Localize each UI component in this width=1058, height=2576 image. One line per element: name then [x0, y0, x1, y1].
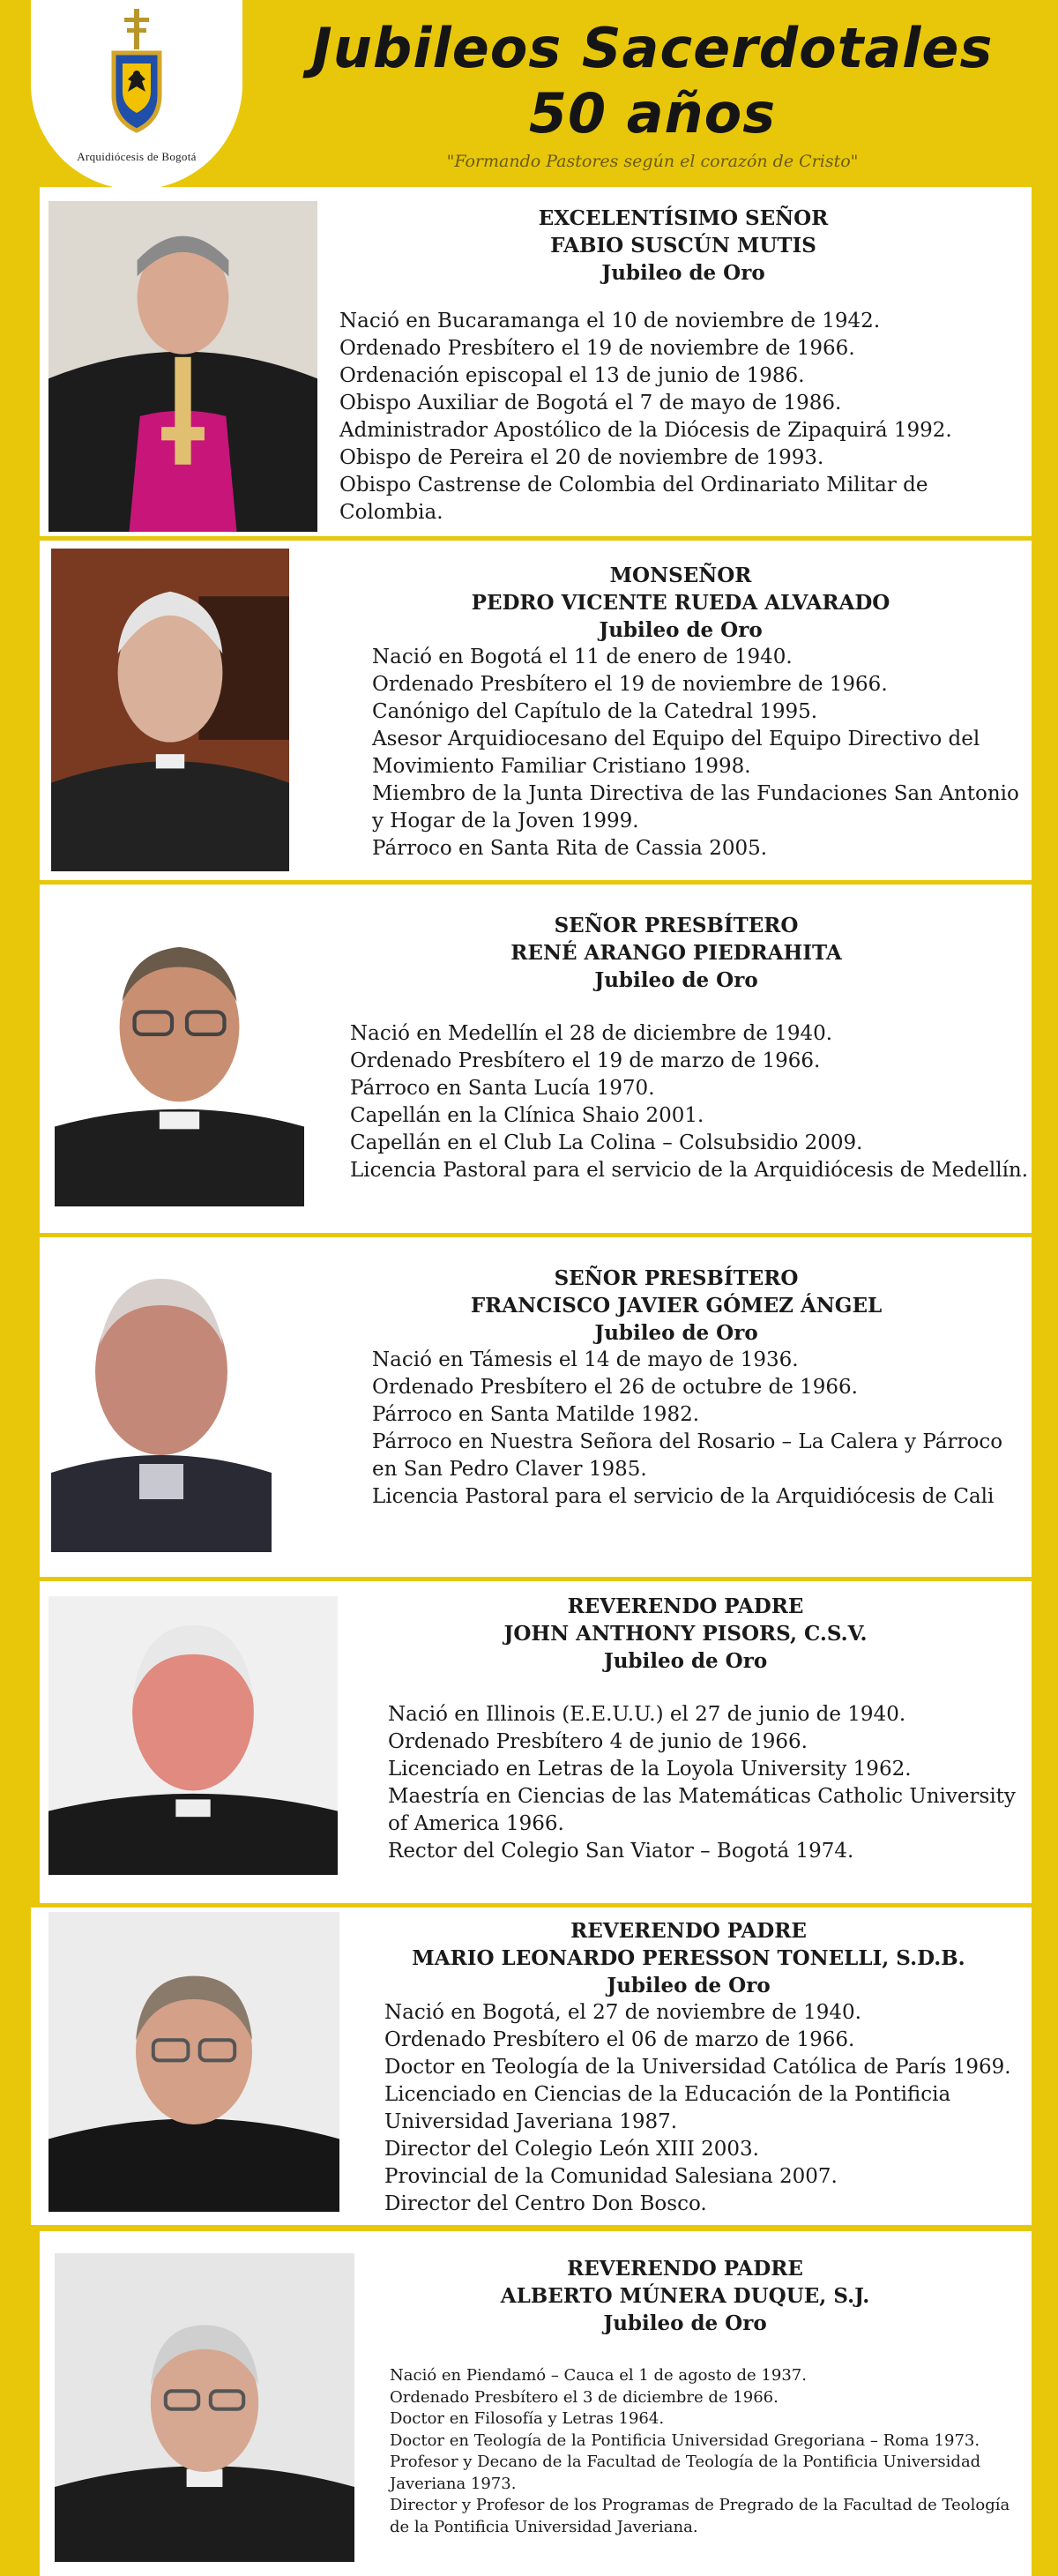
priest-title: EXCELENTÍSIMO SEÑOR: [538, 206, 829, 230]
priest-heading: [350, 912, 1002, 994]
bio-line: Maestría en Ciencias de las Matemáticas Catholic University of America 1966.: [388, 1785, 1016, 1835]
priest-photo: [48, 201, 317, 532]
bio-line: Nació en Piendamó – Cauca el 1 de agosto de 1937.: [390, 2366, 807, 2385]
bio-line: Rector del Colegio San Viator – Bogotá 1974.: [388, 1840, 854, 1863]
bio-line: Capellán en la Clínica Shaio 2001.: [350, 1104, 704, 1127]
page-title: [273, 16, 1032, 146]
priest-photo: [51, 549, 289, 871]
priest-info: [339, 205, 1027, 526]
bio-line: Licencia Pastoral para el servicio de la Arquidiócesis de Cali: [372, 1485, 995, 1508]
bio-line: Canónigo del Capítulo de la Catedral 1995.: [372, 700, 818, 723]
priest-heading: [372, 562, 989, 644]
bio-line: Licenciado en Ciencias de la Educación de la Pontificia Universidad Javeriana 1987.: [384, 2083, 951, 2133]
priest-info: [350, 912, 1029, 1184]
bio-line: Director del Centro Don Bosco.: [384, 2192, 707, 2215]
bio-line: Miembro de la Junta Directiva de las Fundaciones San Antonio y Hogar de la Joven 1999.: [372, 782, 1019, 833]
bio-line: Licenciado en Letras de la Loyola University 1962.: [388, 1758, 912, 1781]
title-line-1: Jubileos Sacerdotales: [311, 16, 994, 80]
priest-name: RENÉ ARANGO PIEDRAHITA: [510, 941, 842, 965]
priest-title: REVERENDO PADRE: [567, 2257, 803, 2281]
priest-info: [372, 1265, 1029, 1511]
bio-line: Obispo Auxiliar de Bogotá el 7 de mayo de 1986.: [339, 392, 842, 414]
bio-line: Administrador Apostólico de la Diócesis de Zipaquirá 1992.: [339, 419, 952, 442]
jubilee-label: Jubileo de Oro: [603, 1649, 768, 1673]
coat-of-arms-icon: [101, 7, 172, 148]
priest-info: [384, 1917, 1028, 2218]
page-header: [0, 0, 1058, 185]
bio-line: Obispo Castrense de Colombia del Ordinariato Militar de Colombia.: [339, 474, 928, 524]
bio-line: Doctor en Teología de la Pontificia Universidad Gregoriana – Roma 1973.: [390, 2430, 980, 2450]
bio-line: Ordenado Presbítero el 19 de noviembre de 1966.: [372, 673, 888, 696]
bio-line: Nació en Támesis el 14 de mayo de 1936.: [372, 1348, 799, 1371]
page-subtitle: "Formando Pastores según el corazón de Cristo": [446, 152, 859, 171]
priest-name: JOHN ANTHONY PISORS, C.S.V.: [503, 1622, 868, 1646]
priest-bio: [339, 308, 1027, 526]
priest-bio: [388, 1701, 1027, 1865]
priest-info: [372, 562, 1024, 862]
bio-line: Ordenación episcopal el 13 de junio de 1986.: [339, 364, 805, 387]
priest-info: [390, 2255, 1024, 2538]
priest-bio: [372, 1347, 1029, 1511]
priest-title: REVERENDO PADRE: [570, 1919, 807, 1943]
priest-heading: [388, 1593, 983, 1675]
jubilee-label: Jubileo de Oro: [601, 261, 765, 285]
priest-photo: [55, 2253, 354, 2562]
logo-caption: Arquidiócesis de Bogotá: [77, 150, 197, 163]
priest-name: FABIO SUSCÚN MUTIS: [550, 234, 816, 258]
bio-line: Ordenado Presbítero el 3 de diciembre de 1966.: [390, 2387, 779, 2407]
bio-line: Provincial de la Comunidad Salesiana 2007.: [384, 2165, 838, 2188]
bio-line: Párroco en Santa Matilde 1982.: [372, 1403, 700, 1426]
priest-title: SEÑOR PRESBÍTERO: [554, 1266, 799, 1290]
priest-info: [388, 1593, 1027, 1865]
bio-line: Ordenado Presbítero el 19 de marzo de 1966.: [350, 1049, 821, 1072]
priest-title: MONSEÑOR: [609, 564, 752, 587]
priest-bio: [350, 1020, 1029, 1184]
title-line-2: 50 años: [528, 81, 777, 146]
bio-line: Doctor en Teología de la Universidad Católica de París 1969.: [384, 2056, 1011, 2079]
priest-bio: [384, 1999, 1028, 2218]
jubilee-label: Jubileo de Oro: [599, 618, 763, 642]
jubilee-label: Jubileo de Oro: [603, 2311, 767, 2335]
priest-heading: [372, 1265, 980, 1347]
bio-line: Licencia Pastoral para el servicio de la Arquidiócesis de Medellín.: [350, 1159, 1029, 1182]
bio-line: Nació en Bucaramanga el 10 de noviembre de 1942.: [339, 310, 881, 332]
priest-name: MARIO LEONARDO PERESSON TONELLI, S.D.B.: [412, 1946, 965, 1970]
priest-name: ALBERTO MÚNERA DUQUE, S.J.: [500, 2284, 870, 2308]
priest-title: SEÑOR PRESBÍTERO: [554, 914, 799, 937]
bio-line: Director y Profesor de los Programas de Pregrado de la Facultad de Teología de la Pontificia Universidad Javeriana.: [390, 2496, 1010, 2536]
bio-line: Ordenado Presbítero el 19 de noviembre de 1966.: [339, 337, 855, 360]
priest-photo: [48, 1912, 339, 2212]
bio-line: Doctor en Filosofía y Letras 1964.: [390, 2409, 665, 2428]
jubilee-label: Jubileo de Oro: [594, 1321, 758, 1345]
bio-line: Ordenado Presbítero 4 de junio de 1966.: [388, 1730, 808, 1753]
priest-heading: [390, 2255, 980, 2337]
priest-name: FRANCISCO JAVIER GÓMEZ ÁNGEL: [470, 1294, 883, 1318]
priest-bio: [390, 2365, 1024, 2538]
bio-line: Nació en Bogotá, el 27 de noviembre de 1940.: [384, 2001, 861, 2024]
priest-heading: [384, 1917, 993, 1999]
jubilee-label: Jubileo de Oro: [607, 1974, 771, 1997]
bio-line: Asesor Arquidiocesano del Equipo del Equipo Directivo del Movimiento Familiar Cristiano 1998.: [372, 728, 980, 778]
bio-line: Capellán en el Club La Colina – Colsubsidio 2009.: [350, 1131, 863, 1154]
priest-name: PEDRO VICENTE RUEDA ALVARADO: [471, 591, 890, 615]
bio-line: Nació en Bogotá el 11 de enero de 1940.: [372, 646, 793, 668]
archdiocese-logo: [31, 0, 242, 190]
priest-photo: [55, 917, 304, 1206]
bio-line: Obispo de Pereira el 20 de noviembre de 1993.: [339, 446, 824, 469]
bio-line: Párroco en Santa Rita de Cassia 2005.: [372, 837, 768, 860]
bio-line: Ordenado Presbítero el 06 de marzo de 1966.: [384, 2028, 855, 2051]
bio-line: Nació en Medellín el 28 de diciembre de 1940.: [350, 1022, 833, 1045]
bio-line: Profesor y Decano de la Facultad de Teología de la Pontificia Universidad Javeriana 1973.: [390, 2453, 981, 2493]
priest-photo: [51, 1252, 272, 1552]
priest-heading: [339, 205, 1027, 287]
priest-title: REVERENDO PADRE: [567, 1594, 804, 1618]
priest-photo: [48, 1596, 338, 1875]
jubilee-label: Jubileo de Oro: [594, 968, 758, 992]
priest-bio: [372, 644, 1024, 862]
bio-line: Párroco en Nuestra Señora del Rosario – La Calera y Párroco en San Pedro Claver 1985.: [372, 1430, 1003, 1481]
bio-line: Ordenado Presbítero el 26 de octubre de 1966.: [372, 1376, 858, 1399]
bio-line: Nació en Illinois (E.E.U.U.) el 27 de junio de 1940.: [388, 1703, 906, 1726]
bio-line: Director del Colegio León XIII 2003.: [384, 2138, 759, 2161]
bio-line: Párroco en Santa Lucía 1970.: [350, 1077, 655, 1100]
